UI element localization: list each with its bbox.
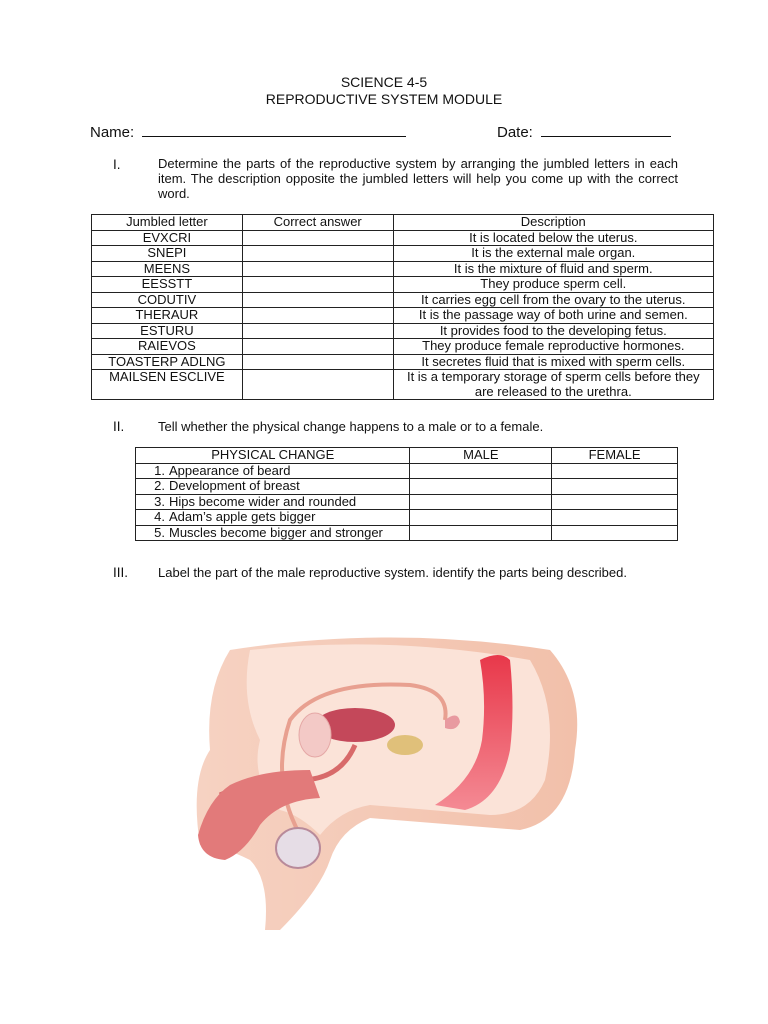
correct-answer-cell[interactable] [242,354,393,370]
jumbled-letter-cell: SNEPI [92,246,243,262]
description-cell: It is the mixture of fluid and sperm. [393,261,713,277]
jumbled-letter-cell: EESSTT [92,277,243,293]
physical-change-text: Hips become wider and rounded [169,493,357,509]
correct-answer-cell[interactable] [242,230,393,246]
module-subject: SCIENCE 4-5 [340,74,428,90]
column-header: PHYSICAL CHANGE [136,448,410,464]
item-number: 3. [154,493,165,509]
female-answer-cell[interactable] [552,463,678,479]
jumbled-letter-cell: THERAUR [92,308,243,324]
description-cell: It provides food to the developing fetus. [393,323,713,339]
item-number: 5. [154,524,165,540]
description-cell: It is located below the uterus. [393,230,713,246]
table-row [92,308,714,324]
table-row [92,370,714,400]
date-label: Date: [497,124,533,141]
description-cell: It is the external male organ. [393,246,713,262]
table-row [92,277,714,293]
table-row [136,479,678,495]
module-title: REPRODUCTIVE SYSTEM MODULE [265,91,503,107]
female-answer-cell[interactable] [552,525,678,541]
correct-answer-cell[interactable] [242,261,393,277]
correct-answer-cell[interactable] [242,277,393,293]
table-row [136,525,678,541]
column-header: FEMALE [552,448,678,464]
table-row [92,261,714,277]
item-number: 4. [154,509,165,524]
table-row [92,339,714,355]
table-row [136,494,678,510]
testis [276,828,320,868]
description-cell: It is the passage way of both urine and semen. [393,308,713,324]
correct-answer-cell[interactable] [242,292,393,308]
description-cell: It secretes fluid that is mixed with sperm cells. [393,354,713,370]
female-answer-cell[interactable] [552,494,678,510]
item-number: 1. [154,462,165,478]
table-row [92,246,714,262]
female-answer-cell[interactable] [552,479,678,495]
physical-change-text: Development of breast [169,478,300,493]
date-row [497,122,671,141]
seminal-vesicle [387,735,423,755]
physical-change-cell [136,525,410,541]
table-row [92,230,714,246]
description-cell: It carries egg cell from the ovary to the uterus. [393,292,713,308]
jumbled-letter-cell: MAILSEN ESCLIVE [92,370,243,400]
table-header-row [136,448,678,464]
male-answer-cell[interactable] [410,494,552,510]
female-answer-cell[interactable] [552,510,678,526]
physical-change-cell [136,463,410,479]
column-header: Description [393,215,713,231]
physical-change-cell [136,479,410,495]
physical-change-cell [136,494,410,510]
correct-answer-cell[interactable] [242,308,393,324]
table-row [92,323,714,339]
column-header: Jumbled letter [92,215,243,231]
name-field[interactable] [142,122,406,137]
jumbled-letter-cell: EVXCRI [92,230,243,246]
male-reproductive-system-illustration [190,630,590,930]
physical-change-text: Adam’s apple gets bigger [169,509,316,524]
jumbled-letter-cell: MEENS [92,261,243,277]
jumbled-letter-cell: CODUTIV [92,292,243,308]
physical-change-table [135,447,678,541]
male-answer-cell[interactable] [410,510,552,526]
male-answer-cell[interactable] [410,479,552,495]
jumbled-letter-cell: TOASTERP ADLNG [92,354,243,370]
section-1-instruction: Determine the parts of the reproductive system by arranging the jumbled letters in each item. The description opposite the jumbled letters will help you come up with the correct word. [158,156,678,201]
description-cell: It is a temporary storage of sperm cells before they are released to the urethra. [393,370,713,400]
section-2-instruction: Tell whether the physical change happens to a male or to a female. [158,419,544,434]
section-2-number: II. [113,419,125,434]
name-row [90,122,406,141]
physical-change-text: Muscles become bigger and stronger [169,524,383,540]
table-header-row [92,215,714,231]
description-cell: They produce female reproductive hormones. [393,339,713,355]
jumbled-letter-cell: RAIEVOS [92,339,243,355]
jumbled-letters-table [91,214,714,400]
table-row [136,463,678,479]
column-header: MALE [410,448,552,464]
jumbled-letter-cell: ESTURU [92,323,243,339]
section-1-number: I. [113,157,121,172]
correct-answer-cell[interactable] [242,370,393,400]
prostate-gland [299,713,331,757]
correct-answer-cell[interactable] [242,339,393,355]
male-answer-cell[interactable] [410,463,552,479]
table-row [92,292,714,308]
name-label: Name: [90,124,135,141]
correct-answer-cell[interactable] [242,246,393,262]
section-3-number: III. [113,565,129,580]
male-answer-cell[interactable] [410,525,552,541]
physical-change-text: Appearance of beard [169,462,291,478]
table-row [136,510,678,526]
description-cell: They produce sperm cell. [393,277,713,293]
date-field[interactable] [541,122,671,137]
item-number: 2. [154,478,165,493]
correct-answer-cell[interactable] [242,323,393,339]
column-header: Correct answer [242,215,393,231]
table-row [92,354,714,370]
section-3-instruction: Label the part of the male reproductive system. identify the parts being described. [158,565,627,580]
physical-change-cell [136,510,410,526]
